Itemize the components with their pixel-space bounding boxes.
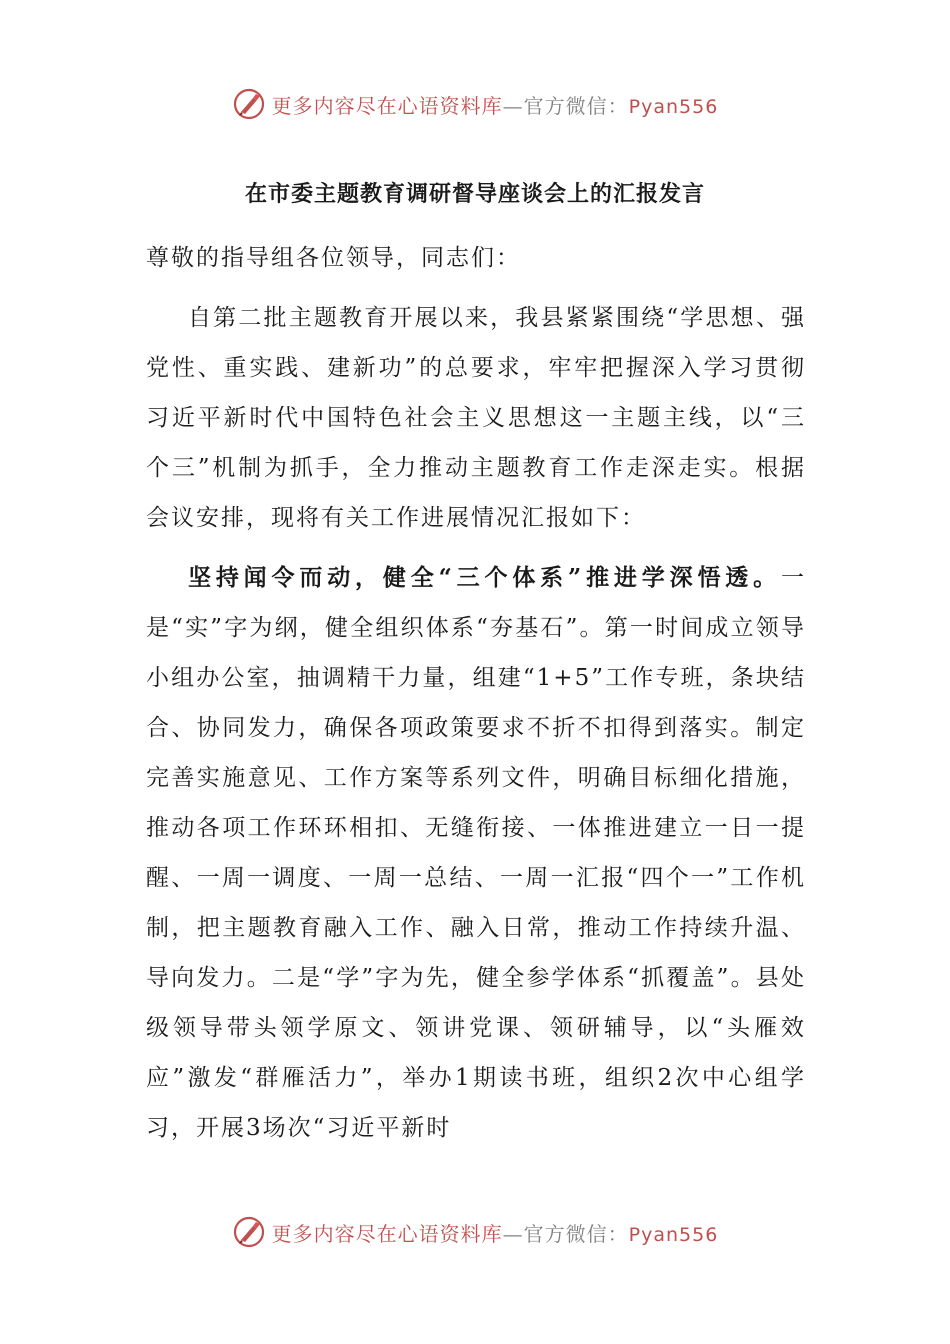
pen-logo-icon: [232, 87, 266, 121]
salutation: 尊敬的指导组各位领导，同志们：: [146, 245, 521, 271]
paragraph-body: 一是“实”字为纲，健全组织体系“夯基石”。第一时间成立领导小组办公室，抽调精干力量，组建“1+5”工作专班，条块结合、协同发力，确保各项政策要求不折不扣得到落实。制定完善实施意见、工作方案等系列文件，明确目标细化措施，推动各项工作环环相扣、无缝衔接、一体推进建立一日一提醒、一周一调度、一周一总结、一周一汇报“四个一”工作机制，把主题教育融入工作、融入日常，推动工作持续升温、导向发力。二是“学”字为先，健全参学体系“抓覆盖”。县处级领导带头领学原文、领讲党课、领研辅导，以“头雁效应”激发“群雁活力”，举办1期读书班，组织2次中心组学习，开展3场次“习近平新时: [146, 565, 806, 1141]
pen-logo-icon: [232, 1215, 266, 1249]
paragraph-lead: 坚持闻令而动，健全“三个体系”推进学深悟透。: [188, 564, 781, 591]
banner-text: 更多内容尽在心语资料库—官方微信：Pyan556: [271, 1221, 719, 1246]
footer-banner: [0, 1212, 950, 1252]
document-title: 在市委主题教育调研督导座谈会上的汇报发言: [244, 181, 705, 207]
paragraph-section-one: [146, 553, 806, 1153]
header-banner: [0, 84, 950, 124]
paragraph-intro: 自第二批主题教育开展以来，我县紧紧围绕“学思想、强党性、重实践、建新功”的总要求，牢牢把握深入学习贯彻习近平新时代中国特色社会主义思想这一主题主线，以“三个三”机制为抓手，全力推动主题教育工作走深走实。根据会议安排，现将有关工作进展情况汇报如下：: [146, 305, 806, 531]
banner-text: 更多内容尽在心语资料库—官方微信：Pyan556: [271, 93, 719, 118]
